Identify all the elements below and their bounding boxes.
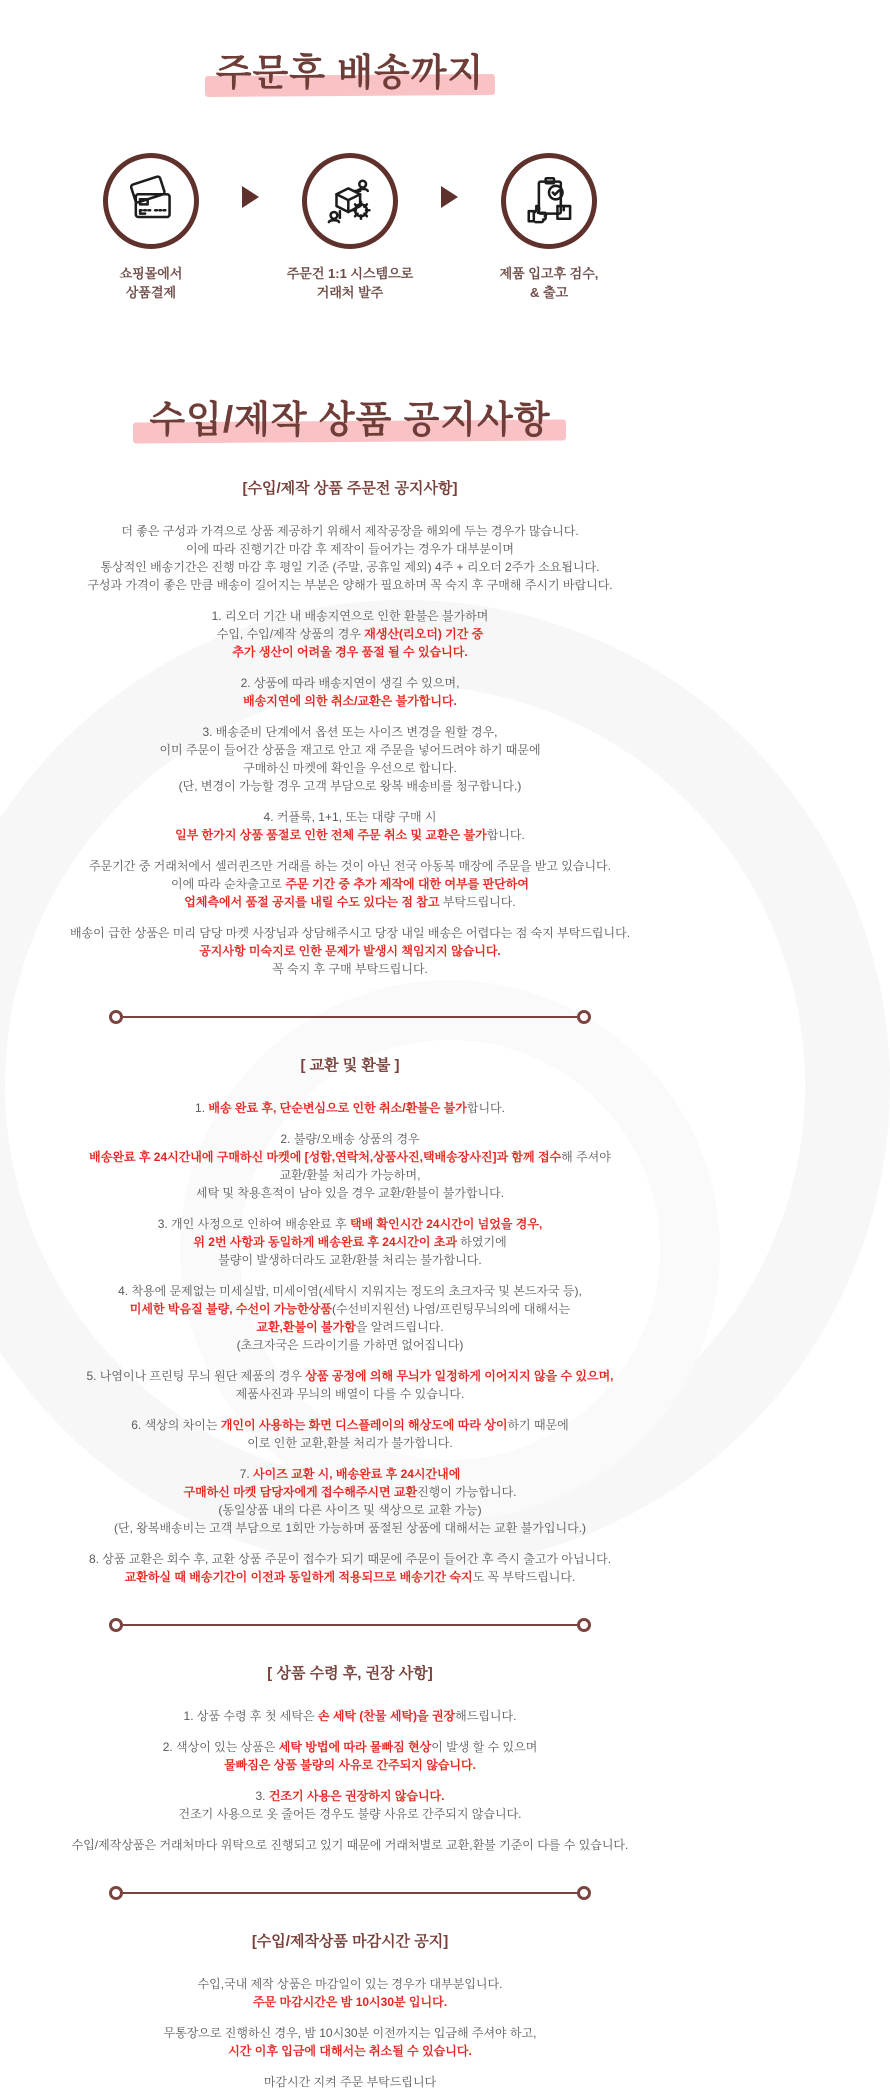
text-segment: 1. 상품 수령 후 첫 세탁은	[183, 1709, 318, 1724]
step-label-line: 주문건 1:1 시스템으로	[286, 265, 414, 281]
section-divider	[109, 1886, 591, 1900]
text-segment: 4. 커플룩, 1+1, 또는 대량 구매 시	[263, 810, 437, 825]
step-circle	[302, 153, 398, 249]
notice-line	[20, 924, 680, 942]
text-segment: 통상적인 배송기간은 진행 마감 후 평일 기준 (주말, 공휴일 제외) 4주 + 리오더 2주가 소요됩니다.	[100, 560, 600, 575]
step-label-line: & 출고	[529, 285, 569, 301]
divider-line	[122, 1016, 578, 1019]
notice-line	[20, 1282, 680, 1300]
notice-line	[20, 1099, 680, 1117]
text-segment: 세탁 방법에 따라 물빠짐 현상	[278, 1740, 432, 1755]
text-segment: 주문 마감시간은 밤 10시30분 입니다.	[252, 1995, 448, 2010]
notice-line	[20, 893, 680, 911]
text-segment: 불량이 발생하더라도 교환/환불 처리는 불가합니다.	[218, 1253, 482, 1268]
divider-dot-icon	[109, 1618, 123, 1632]
notice-block	[20, 522, 680, 594]
text-segment: 2. 불량/오배송 상품의 경우	[280, 1132, 420, 1147]
notice-line	[20, 1416, 680, 1434]
notice-block	[20, 808, 680, 844]
text-segment: 주문 기간 중 추가 제작에 대한 여부를 판단하여	[285, 877, 529, 892]
text-segment: (단, 변경이 가능할 경우 고객 부담으로 왕복 배송비를 청구합니다.)	[178, 779, 522, 794]
notice-block	[20, 1707, 680, 1725]
notice-block	[20, 1836, 680, 1854]
notice-block	[20, 723, 680, 795]
notice-line	[20, 1805, 680, 1823]
notice-line	[20, 1215, 680, 1233]
notice-line	[20, 1130, 680, 1148]
notice-title-text: 수입/제작 상품 공지사항	[149, 398, 551, 440]
text-segment: 도 꼭 부탁드립니다.	[472, 1570, 576, 1585]
notice-block	[20, 1099, 680, 1117]
credit-card-icon	[124, 174, 178, 228]
notice-line	[20, 723, 680, 741]
section-header: [ 교환 및 환불 ]	[300, 1057, 400, 1075]
notice-block	[20, 924, 680, 978]
text-segment: 위 2번 사항과 동일하게 배송완료 후 24시간이 초과	[193, 1235, 457, 1250]
text-segment: 이에 따라 순차출고로	[171, 877, 286, 892]
flow-step-payment	[62, 153, 240, 303]
divider-dot-icon	[577, 1618, 591, 1632]
notice-title	[149, 399, 550, 442]
text-segment: 구매하신 마켓 담당자에게 접수해주시면 교환	[183, 1485, 418, 1500]
notice-block	[20, 1550, 680, 1586]
text-segment: 2. 상품에 따라 배송지연이 생길 수 있으며,	[240, 676, 460, 691]
text-segment: 수입,국내 제작 상품은 마감일이 있는 경우가 대부분입니다.	[197, 1977, 503, 1992]
text-segment: 합니다.	[466, 1101, 505, 1116]
notice-block	[20, 1416, 680, 1452]
notice-sections	[0, 477, 700, 2091]
notice-block	[20, 607, 680, 661]
order-flow	[0, 153, 700, 303]
step-circle	[103, 153, 199, 249]
arrow-right-icon	[242, 186, 259, 208]
text-segment: 상품 공정에 의해 무늬가 일정하게 이어지지 않을 수 있으며,	[305, 1369, 614, 1384]
divider-dot-icon	[109, 1010, 123, 1024]
step-label	[261, 264, 439, 303]
inspection-shipping-icon	[522, 174, 576, 228]
text-segment: 해드립니다.	[455, 1709, 517, 1724]
notice-line	[20, 1568, 680, 1586]
text-segment: 이미 주문이 들어간 상품을 재고로 안고 재 주문을 넣어드려야 하기 때문에	[159, 743, 541, 758]
text-segment: 수입, 수입/제작 상품의 경우	[216, 627, 365, 642]
notice-section	[0, 477, 700, 978]
notice-line	[20, 1483, 680, 1501]
notice-line	[20, 1501, 680, 1519]
notice-block	[20, 1367, 680, 1403]
text-segment: 8. 상품 교환은 회수 후, 교환 상품 주문이 접수가 되기 때문에 주문이 들어간 후 즉시 출고가 아닙니다.	[88, 1552, 612, 1567]
notice-line	[20, 2042, 680, 2060]
step-label-line: 거래처 발주	[316, 285, 384, 301]
notice-line	[20, 540, 680, 558]
text-segment: 더 좋은 구성과 가격으로 상품 제공하기 위해서 제작공장을 해외에 두는 경우가 많습니다.	[121, 524, 579, 539]
notice-line	[20, 625, 680, 643]
text-segment: 무통장으로 진행하신 경우, 밤 10시30분 이전까지는 입금해 주셔야 하고,	[163, 2026, 537, 2041]
text-segment: 재생산(리오더) 기간 중	[364, 627, 484, 642]
notice-line	[20, 875, 680, 893]
notice-line	[20, 942, 680, 960]
notice-line	[20, 692, 680, 710]
notice-line	[20, 558, 680, 576]
text-segment: (동일상품 내의 다른 사이즈 및 색상으로 교환 가능)	[218, 1503, 482, 1518]
notice-line	[20, 1787, 680, 1805]
notice-block	[20, 1787, 680, 1823]
flow-step-inspection	[460, 153, 638, 303]
notice-block	[20, 1130, 680, 1202]
text-segment: 건조기 사용으로 옷 줄어든 경우도 불량 사유로 간주되지 않습니다.	[178, 1807, 522, 1822]
step-label-line: 쇼핑몰에서	[119, 265, 183, 281]
text-segment: 미세한 박음질 불량, 수선이 가능한상품	[129, 1302, 332, 1317]
arrow-right-icon	[441, 186, 458, 208]
notice-line	[20, 1300, 680, 1318]
text-segment: 이로 인한 교환,환불 처리가 불가합니다.	[247, 1436, 453, 1451]
notice-block	[20, 674, 680, 710]
text-segment: 개인이 사용하는 화면 디스플레이의 해상도에 따라 상이	[220, 1418, 508, 1433]
notice-line	[20, 826, 680, 844]
text-segment: 세탁 및 착용흔적이 남아 있을 경우 교환/환불이 불가합니다.	[195, 1186, 505, 1201]
notice-line	[20, 2024, 680, 2042]
text-segment: 물빠짐은 상품 불량의 사유로 간주되지 않습니다.	[224, 1758, 476, 1773]
text-segment: 꼭 숙지 후 구매 부탁드립니다.	[272, 962, 428, 977]
notice-line	[20, 1836, 680, 1854]
text-segment: 추가 생산이 어려울 경우 품절 될 수 있습니다.	[232, 645, 468, 660]
notice-line	[20, 1550, 680, 1568]
divider-line	[122, 1624, 578, 1627]
text-segment: 하기 때문에	[507, 1418, 569, 1433]
text-segment: 교환,환불이 불가함	[256, 1320, 356, 1335]
notice-line	[20, 522, 680, 540]
page-title	[216, 52, 484, 95]
notice-line	[20, 674, 680, 692]
text-segment: 진행이 가능합니다.	[417, 1485, 517, 1500]
notice-block	[20, 1282, 680, 1354]
notice-line	[20, 1336, 680, 1354]
section-divider	[109, 1010, 591, 1024]
text-segment: 공지사항 미숙지로 인한 문제가 발생시 책임지지 않습니다.	[199, 944, 501, 959]
section-header: [수입/제작 상품 주문전 공지사항]	[242, 480, 458, 498]
text-segment: 구성과 가격이 좋은 만큼 배송이 길어지는 부분은 양해가 필요하며 꼭 숙지 후 구매해 주시기 바랍니다.	[87, 578, 613, 593]
text-segment: 교환하실 때 배송기간이 이전과 동일하게 적용되므로 배송기간 숙지	[124, 1570, 473, 1585]
notice-section	[0, 1930, 700, 2091]
text-segment: 을 알려드립니다.	[355, 1320, 444, 1335]
order-system-icon	[323, 174, 377, 228]
notice-line	[20, 1738, 680, 1756]
text-segment: (수선비지원선) 나염/프린팅무늬의에 대해서는	[331, 1302, 571, 1317]
text-segment: 제품사진과 무늬의 배열이 다를 수 있습니다.	[235, 1387, 465, 1402]
text-segment: 7.	[239, 1467, 254, 1482]
text-segment: 1. 리오더 기간 내 배송지연으로 인한 환불은 불가하며	[211, 609, 489, 624]
notice-line	[20, 741, 680, 759]
section-header: [ 상품 수령 후, 권장 사항]	[267, 1665, 433, 1683]
notice-line	[20, 1385, 680, 1403]
flow-step-order-system	[261, 153, 439, 303]
notice-line	[20, 1318, 680, 1336]
notice-line	[20, 1465, 680, 1483]
text-segment: 부탁드립니다.	[439, 895, 516, 910]
divider-dot-icon	[577, 1010, 591, 1024]
text-segment: 배송이 급한 상품은 미리 담당 마켓 사장님과 상담해주시고 당장 내일 배송은 어렵다는 점 숙지 부탁드립니다.	[69, 926, 631, 941]
text-segment: 3. 배송준비 단계에서 옵션 또는 사이즈 변경을 원할 경우,	[202, 725, 498, 740]
notice-line	[20, 1148, 680, 1166]
text-segment: 교환/환불 처리가 가능하며,	[279, 1168, 421, 1183]
notice-line	[20, 857, 680, 875]
notice-block	[20, 2073, 680, 2091]
text-segment: 손 세탁 (찬물 세탁)을 권장	[317, 1709, 456, 1724]
text-segment: 주문기간 중 거래처에서 셀러퀸즈만 거래를 하는 것이 아닌 전국 아동복 매장에 주문을 받고 있습니다.	[89, 859, 611, 874]
step-label-line: 제품 입고후 검수,	[499, 265, 599, 281]
notice-line	[20, 643, 680, 661]
notice-line	[20, 1519, 680, 1537]
notice-block	[20, 1215, 680, 1269]
page-title-text: 주문후 배송까지	[215, 52, 485, 93]
text-segment: 3.	[255, 1789, 269, 1804]
section-divider	[109, 1618, 591, 1632]
text-segment: 구매하신 마켓에 확인을 우선으로 합니다.	[243, 761, 457, 776]
notice-line	[20, 1434, 680, 1452]
notice-section	[0, 1662, 700, 1854]
notice-line	[20, 808, 680, 826]
text-segment: 2. 색상이 있는 상품은	[162, 1740, 279, 1755]
text-segment: 일부 한가지 상품 품절로 인한 전체 주문 취소 및 교환은 불가	[175, 828, 487, 843]
notice-block	[20, 1975, 680, 2011]
notice-line	[20, 1975, 680, 1993]
text-segment: (단, 왕복배송비는 고객 부담으로 1회만 가능하며 품절된 상품에 대해서는 교환 불가입니다.)	[114, 1521, 586, 1536]
divider-dot-icon	[109, 1886, 123, 1900]
text-segment: 배송 완료 후, 단순변심으로 인한 취소/환불은 불가	[208, 1101, 467, 1116]
notice-line	[20, 1184, 680, 1202]
notice-line	[20, 607, 680, 625]
text-segment: 건조기 사용은 권장하지 않습니다.	[268, 1789, 445, 1804]
text-segment: 이에 따라 진행기간 마감 후 제작이 들어가는 경우가 대부분이며	[185, 542, 515, 557]
section-header: [수입/제작상품 마감시간 공지]	[251, 1933, 449, 1951]
text-segment: 해 주셔야	[561, 1150, 611, 1165]
notice-line	[20, 960, 680, 978]
notice-line	[20, 2073, 680, 2091]
notice-line	[20, 1367, 680, 1385]
text-segment: 배송완료 후 24시간내에 구매하신 마켓에 [성함,연락처,상품사진,택배송장사진]과 함께 접수	[89, 1150, 562, 1165]
text-segment: 업체측에서 품절 공지를 내릴 수도 있다는 점 참고	[184, 895, 440, 910]
notice-line	[20, 1251, 680, 1269]
text-segment: 합니다.	[486, 828, 525, 843]
text-segment: 수입/제작상품은 거래처마다 위탁으로 진행되고 있기 때문에 거래처별로 교환,환불 기준이 다를 수 있습니다.	[71, 1838, 629, 1853]
notice-line	[20, 1993, 680, 2011]
notice-block	[20, 1738, 680, 1774]
step-circle	[501, 153, 597, 249]
text-segment: 마감시간 지켜 주문 부탁드립니다	[263, 2075, 437, 2090]
text-segment: 사이즈 교환 시, 배송완료 후 24시간내에	[253, 1467, 461, 1482]
step-label-line: 상품결제	[125, 285, 177, 301]
text-segment: 이 발생 할 수 있으며	[431, 1740, 538, 1755]
notice-line	[20, 576, 680, 594]
divider-dot-icon	[577, 1886, 591, 1900]
notice-block	[20, 1465, 680, 1537]
text-segment: 하였기에	[456, 1235, 507, 1250]
step-label	[62, 264, 240, 303]
text-segment: 6. 색상의 차이는	[131, 1418, 221, 1433]
text-segment: 5. 나염이나 프린팅 무늬 원단 제품의 경우	[86, 1369, 306, 1384]
notice-section	[0, 1054, 700, 1586]
notice-block	[20, 857, 680, 911]
text-segment: 4. 착용에 문제없는 미세실밥, 미세이염(세탁시 지워지는 정도의 초크자국 및 본드자국 등),	[118, 1284, 582, 1299]
text-segment: 시간 이후 입금에 대해서는 취소될 수 있습니다.	[228, 2044, 472, 2059]
divider-line	[122, 1892, 578, 1895]
text-segment: 택배 확인시간 24시간이 넘었을 경우,	[350, 1217, 543, 1232]
notice-line	[20, 1233, 680, 1251]
text-segment: 1.	[195, 1101, 209, 1116]
notice-line	[20, 777, 680, 795]
step-label	[460, 264, 638, 303]
notice-line	[20, 759, 680, 777]
text-segment: 배송지연에 의한 취소/교환은 불가합니다.	[243, 694, 457, 709]
notice-line	[20, 1756, 680, 1774]
notice-line	[20, 1166, 680, 1184]
text-segment: (초크자국은 드라이기를 가하면 없어집니다)	[236, 1338, 464, 1353]
notice-line	[20, 1707, 680, 1725]
text-segment: 3. 개인 사정으로 인하여 배송완료 후	[157, 1217, 350, 1232]
notice-block	[20, 2024, 680, 2060]
